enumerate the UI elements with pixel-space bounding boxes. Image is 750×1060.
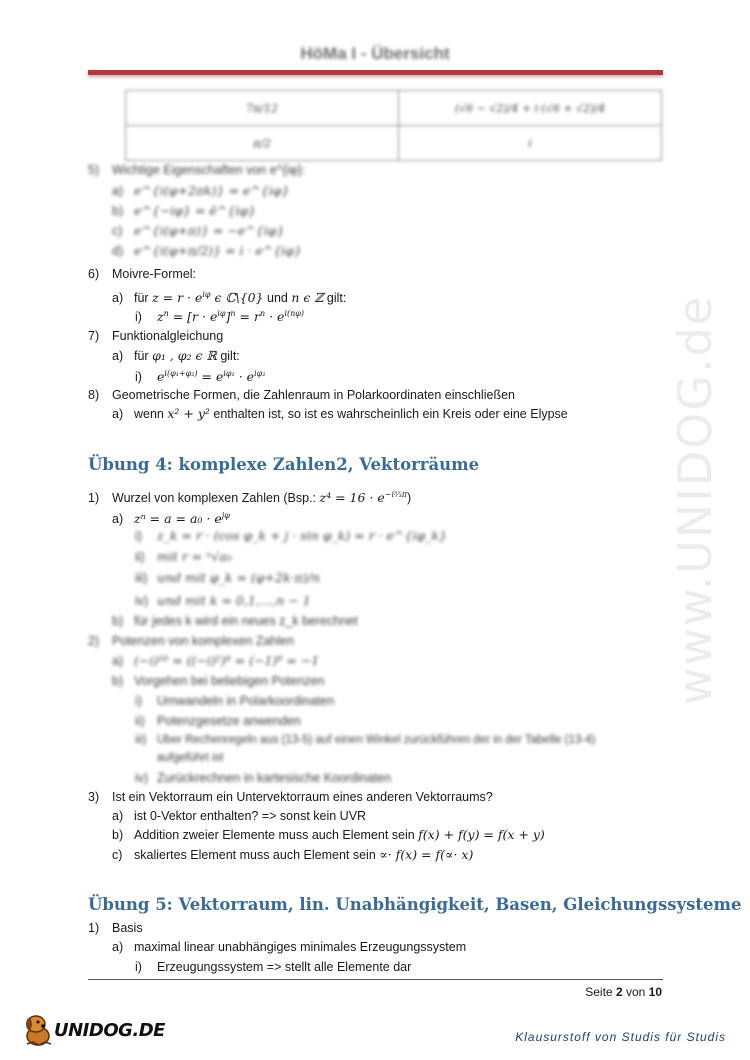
list-item: b) e^{−iφ} = ē^{iφ} bbox=[112, 203, 256, 218]
list-item: b) Addition zweier Elemente muss auch Element sein f(x) + f(y) = f(x + y) bbox=[112, 827, 545, 842]
list-item: a) für φ₁ , φ₂ ϵ ℝ gilt: bbox=[112, 348, 240, 363]
table-cell: π/2 bbox=[126, 126, 399, 161]
list-item: 8) Geometrische Formen, die Zahlenraum in Polarkoordinaten einschließen bbox=[88, 388, 515, 402]
table-cell: 7π/12 bbox=[126, 91, 399, 126]
unidog-logo bbox=[22, 1012, 202, 1050]
list-item: 7) Funktionalgleichung bbox=[88, 329, 224, 343]
table-cell: i bbox=[399, 126, 662, 161]
table-row bbox=[126, 91, 662, 126]
table-row bbox=[126, 126, 662, 161]
list-item: c) e^{i(φ+π)} = −e^{iφ} bbox=[112, 223, 285, 238]
list-item: 6) Moivre-Formel: bbox=[88, 267, 197, 281]
list-item: b) Vorgehen bei beliebigen Potenzen bbox=[112, 674, 325, 688]
list-item: a) für $z = r \cdot e^{i\varphi}$ ϵ ℂ\{0} und n ϵ ℤ gilt: bbox=[112, 290, 347, 306]
list-item: ii) mit r = ⁿ√a₀ bbox=[135, 549, 232, 564]
list-item: b) für jedes k wird ein neues z_k berechnet bbox=[112, 614, 358, 628]
table-cell: (√6 − √2)/4 + i·(√6 + √2)/4 bbox=[399, 91, 662, 126]
page-number: Seite 2 von 10 bbox=[585, 985, 662, 999]
list-item: a) maximal linear unabhängiges minimales Erzeugungssystem bbox=[112, 940, 467, 954]
list-item-continuation: aufgeführt ist bbox=[157, 752, 224, 764]
list-item: i) z_k = r · (cos φ_k + j · sin φ_k) = r · e^{iφ_k} bbox=[135, 528, 447, 543]
footer-tagline: Klausurstoff von Studis für Studis bbox=[515, 1030, 726, 1044]
section-heading: Übung 5: Vektorraum, lin. Unabhängigkeit, Basen, Gleichungssysteme bbox=[88, 895, 742, 914]
watermark bbox=[655, 260, 735, 740]
list-item: 3) Ist ein Vektorraum ein Untervektorraum eines anderen Vektorraums? bbox=[88, 790, 493, 804]
section-heading: Übung 4: komplexe Zahlen2, Vektorräume bbox=[88, 455, 480, 474]
logo-text: UNIDOG.DE bbox=[54, 1020, 165, 1041]
document-title: HöMa I - Übersicht bbox=[300, 44, 450, 63]
footer-divider bbox=[88, 979, 663, 980]
list-item: a) (−i)¹⁶ = ((−i)²)⁸ = (−1)⁸ = −1 bbox=[112, 653, 320, 668]
list-item: 5) Wichtige Eigenschaften von e^{iφ}: bbox=[88, 163, 306, 177]
list-item: i) Umwandeln in Polarkoordinaten bbox=[135, 694, 335, 708]
list-item: a) $z^n = a = a_0 \cdot e^{j\varphi}$ bbox=[112, 511, 230, 527]
list-item: i) $e^{i(\varphi_1+\varphi_2)} = e^{i\varphi_1} \cdot e^{i\varphi_2}$ bbox=[135, 369, 266, 385]
list-item: i) $z^n = [r \cdot e^{i\varphi}]^n = r^n \cdot e^{i(n\varphi)}$ bbox=[135, 309, 305, 325]
list-item: i) Erzeugungssystem => stellt alle Elemente dar bbox=[135, 960, 412, 974]
list-item: a) ist 0-Vektor enthalten? => sonst kein UVR bbox=[112, 809, 367, 823]
list-item: 1) Wurzel von komplexen Zahlen (Bsp.: $z^4 = 16 \cdot e^{-i\frac{2}{3}\pi}$) bbox=[88, 490, 412, 506]
list-item: a) e^{i(φ+2πk)} = e^{iφ} bbox=[112, 183, 290, 198]
header-divider bbox=[88, 70, 663, 75]
list-item: a) wenn x² + y² enthalten ist, so ist es wahrscheinlich ein Kreis oder eine Elypse bbox=[112, 406, 568, 421]
list-item: iii) und mit φ_k = (φ+2k·π)/n bbox=[135, 570, 320, 585]
list-item: 2) Potenzen von komplexen Zahlen bbox=[88, 634, 295, 648]
dog-icon bbox=[22, 1012, 56, 1048]
list-item: ii) Potenzgesetze anwenden bbox=[135, 714, 301, 728]
list-item: iii) Über Rechenregeln aus (13-5) auf einen Winkel zurückführen der in der Tabelle (13-4) bbox=[135, 734, 596, 746]
list-item: d) e^{i(φ+π/2)} = i · e^{iφ} bbox=[112, 243, 302, 258]
list-item: 1) Basis bbox=[88, 921, 143, 935]
list-item: iv) und mit k = 0,1,…,n − 1 bbox=[135, 593, 311, 608]
list-item: c) skaliertes Element muss auch Element sein ∝· f(x) = f(∝· x) bbox=[112, 847, 474, 862]
angle-table bbox=[125, 90, 662, 161]
list-item: iv) Zurückrechnen in kartesische Koordinaten bbox=[135, 771, 392, 785]
watermark-text: www.UNIDOG.de bbox=[668, 294, 722, 706]
